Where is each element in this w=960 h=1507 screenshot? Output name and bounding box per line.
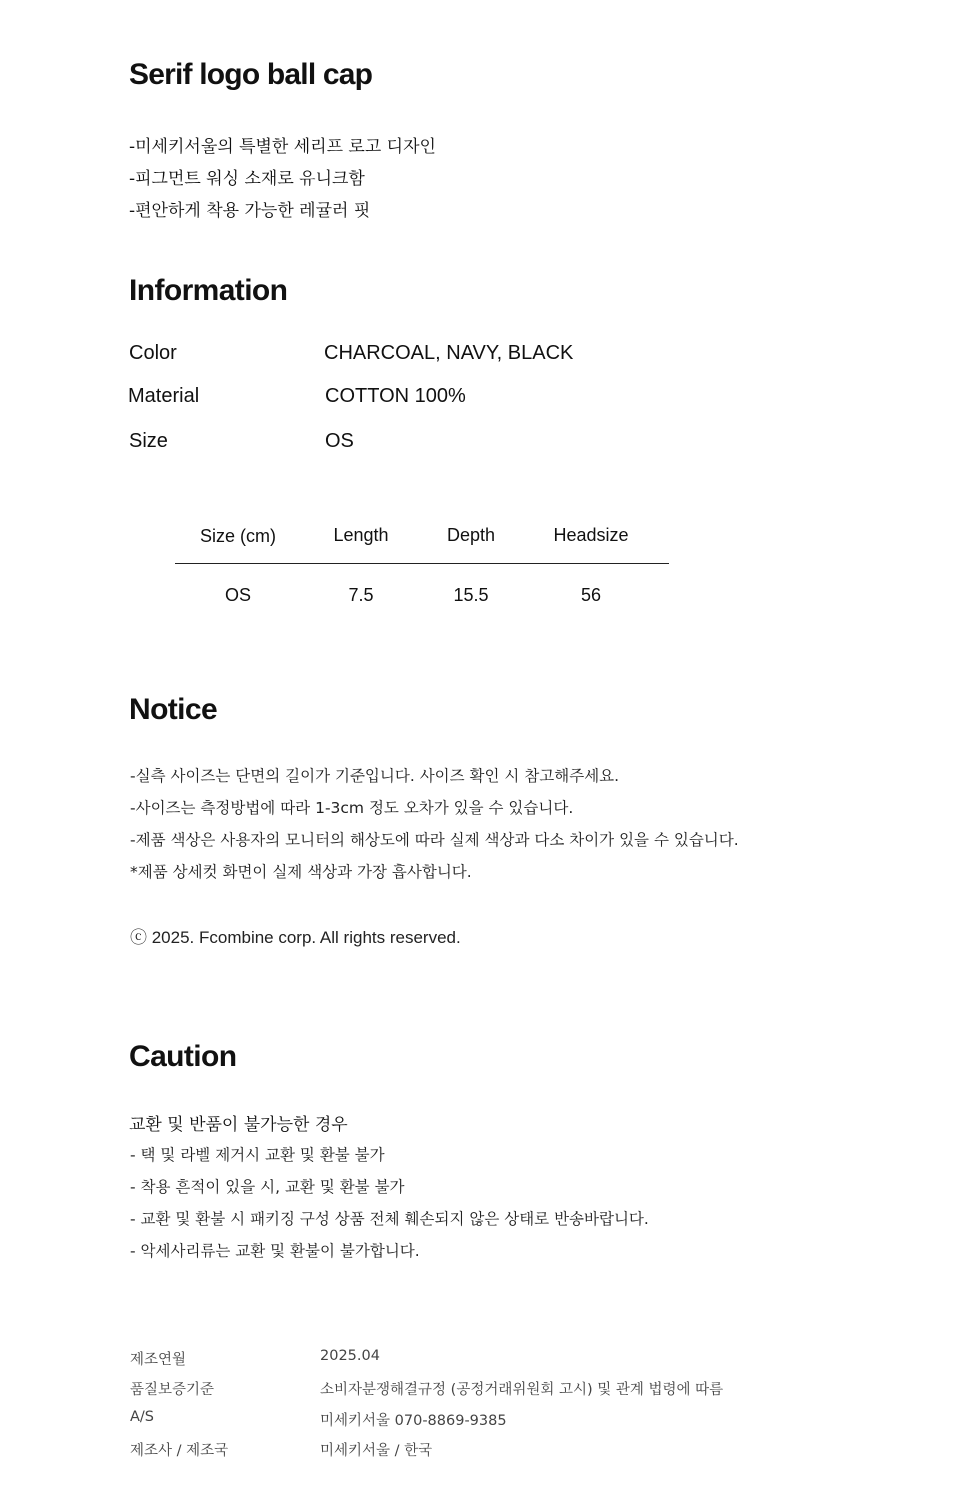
info-label-size: Size <box>129 430 168 452</box>
notice-line: *제품 상세컷 화면이 실제 색상과 가장 흡사합니다. <box>130 863 472 881</box>
caution-heading: Caution <box>129 1040 237 1073</box>
meta-label: 제조사 / 제조국 <box>130 1443 229 1459</box>
notice-line: -제품 색상은 사용자의 모니터의 해상도에 따라 실제 색상과 다소 차이가 있을 수 있습니다. <box>130 831 739 849</box>
caution-subheading: 교환 및 반품이 불가능한 경우 <box>129 1115 348 1135</box>
size-table-cell: 56 <box>580 585 602 605</box>
size-table-header: Size (cm) <box>200 526 276 546</box>
meta-value: 소비자분쟁해결규정 (공정거래위원회 고시) 및 관계 법령에 따름 <box>320 1382 724 1398</box>
notice-heading: Notice <box>129 693 218 726</box>
size-table-header: Depth <box>446 525 496 545</box>
notice-line: -사이즈는 측정방법에 따라 1-3cm 정도 오차가 있을 수 있습니다. <box>130 799 574 817</box>
description-line: -피그먼트 워싱 소재로 유니크함 <box>129 169 365 189</box>
caution-line: - 택 및 라벨 제거시 교환 및 환불 불가 <box>130 1146 385 1164</box>
size-table-header: Headsize <box>553 525 629 545</box>
copyright-text: ⓒ 2025. Fcombine corp. All rights reserved. <box>130 928 461 947</box>
info-value-material: COTTON 100% <box>325 385 466 407</box>
description-line: -미세키서울의 특별한 세리프 로고 디자인 <box>129 137 436 157</box>
caution-line: - 교환 및 환불 시 패키징 구성 상품 전체 훼손되지 않은 상태로 반송바랍니다. <box>130 1210 649 1228</box>
notice-line: -실측 사이즈는 단면의 길이가 기준입니다. 사이즈 확인 시 참고해주세요. <box>130 767 620 785</box>
product-title: Serif logo ball cap <box>129 58 373 91</box>
meta-label: A/S <box>130 1409 155 1425</box>
information-heading: Information <box>129 274 288 307</box>
meta-label: 품질보증기준 <box>130 1382 215 1398</box>
info-value-size: OS <box>325 430 354 452</box>
size-table-divider <box>175 563 669 564</box>
meta-value: 2025.04 <box>320 1348 380 1364</box>
info-label-material: Material <box>128 385 200 407</box>
meta-label: 제조연월 <box>130 1352 187 1368</box>
info-label-color: Color <box>129 342 177 364</box>
meta-value: 미세키서울 / 한국 <box>320 1443 433 1459</box>
caution-line: - 착용 흔적이 있을 시, 교환 및 환불 불가 <box>130 1178 405 1196</box>
size-table-cell: 15.5 <box>453 585 489 605</box>
size-table-header: Length <box>333 525 389 545</box>
size-table-cell: OS <box>224 585 252 605</box>
meta-value: 미세키서울 070-8869-9385 <box>320 1413 507 1429</box>
size-table-cell: 7.5 <box>348 585 374 605</box>
description-line: -편안하게 착용 가능한 레귤러 핏 <box>129 201 371 221</box>
info-value-color: CHARCOAL, NAVY, BLACK <box>324 342 574 364</box>
caution-line: - 악세사리류는 교환 및 환불이 불가합니다. <box>130 1242 420 1260</box>
